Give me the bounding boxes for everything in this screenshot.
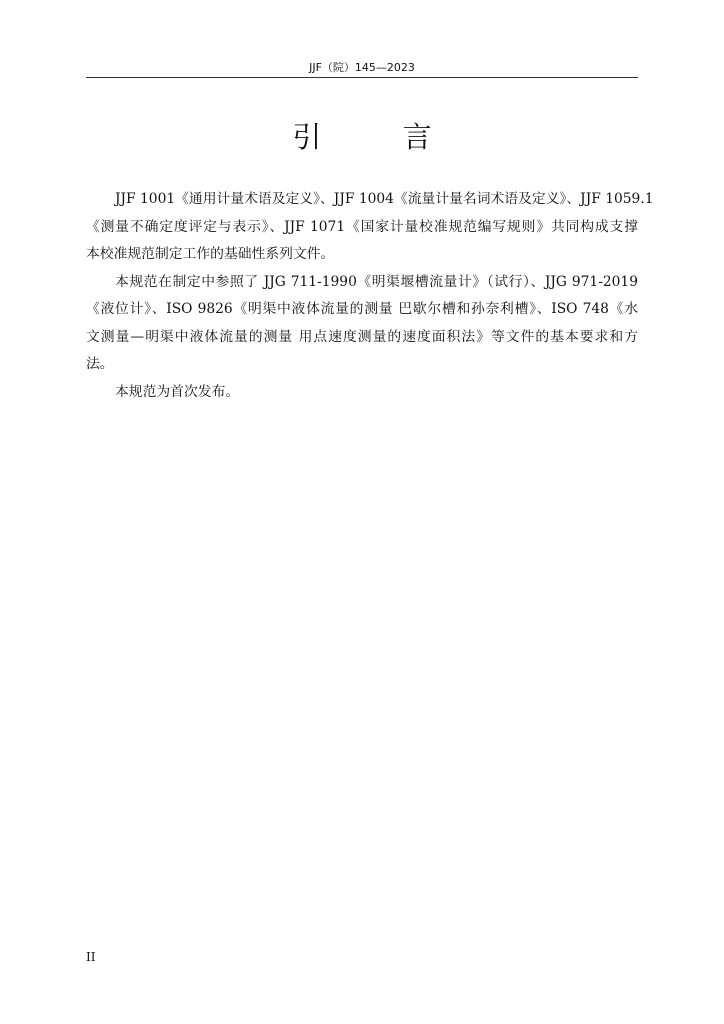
paragraph-line: 《液位计》、ISO 9826《明渠中液体流量的测量 巴歇尔槽和孙奈利槽》、ISO 748《水 (86, 301, 638, 317)
paragraph (86, 269, 638, 379)
running-header: JJF（院）145—2023 (309, 61, 415, 74)
paragraph-line: 本规范在制定中参照了 JJG 711-1990《明渠堰槽流量计》（试行）、JJG 971-2019 (115, 273, 638, 290)
page-title: 引 言 (292, 120, 468, 154)
paragraph (86, 379, 638, 407)
paragraph-line: 本规范为首次发布。 (115, 383, 240, 400)
body-text (86, 186, 654, 406)
paragraph (86, 186, 654, 269)
paragraph-line: JJF 1001《通用计量术语及定义》、JJF 1004《流量计量名词术语及定义》、JJF 1059.1 (115, 191, 654, 207)
page-number: II (86, 950, 96, 964)
header-rule (86, 77, 638, 78)
paragraph-line: 本校准规范制定工作的基础性系列文件。 (86, 246, 335, 262)
paragraph-line: 《测量不确定度评定与表示》、JJF 1071《国家计量校准规范编写规则》共同构成支撑 (86, 218, 638, 235)
paragraph-line: 文测量—明渠中液体流量的测量 用点速度测量的速度面积法》等文件的基本要求和方 (86, 328, 638, 345)
paragraph-line: 法。 (86, 356, 114, 372)
